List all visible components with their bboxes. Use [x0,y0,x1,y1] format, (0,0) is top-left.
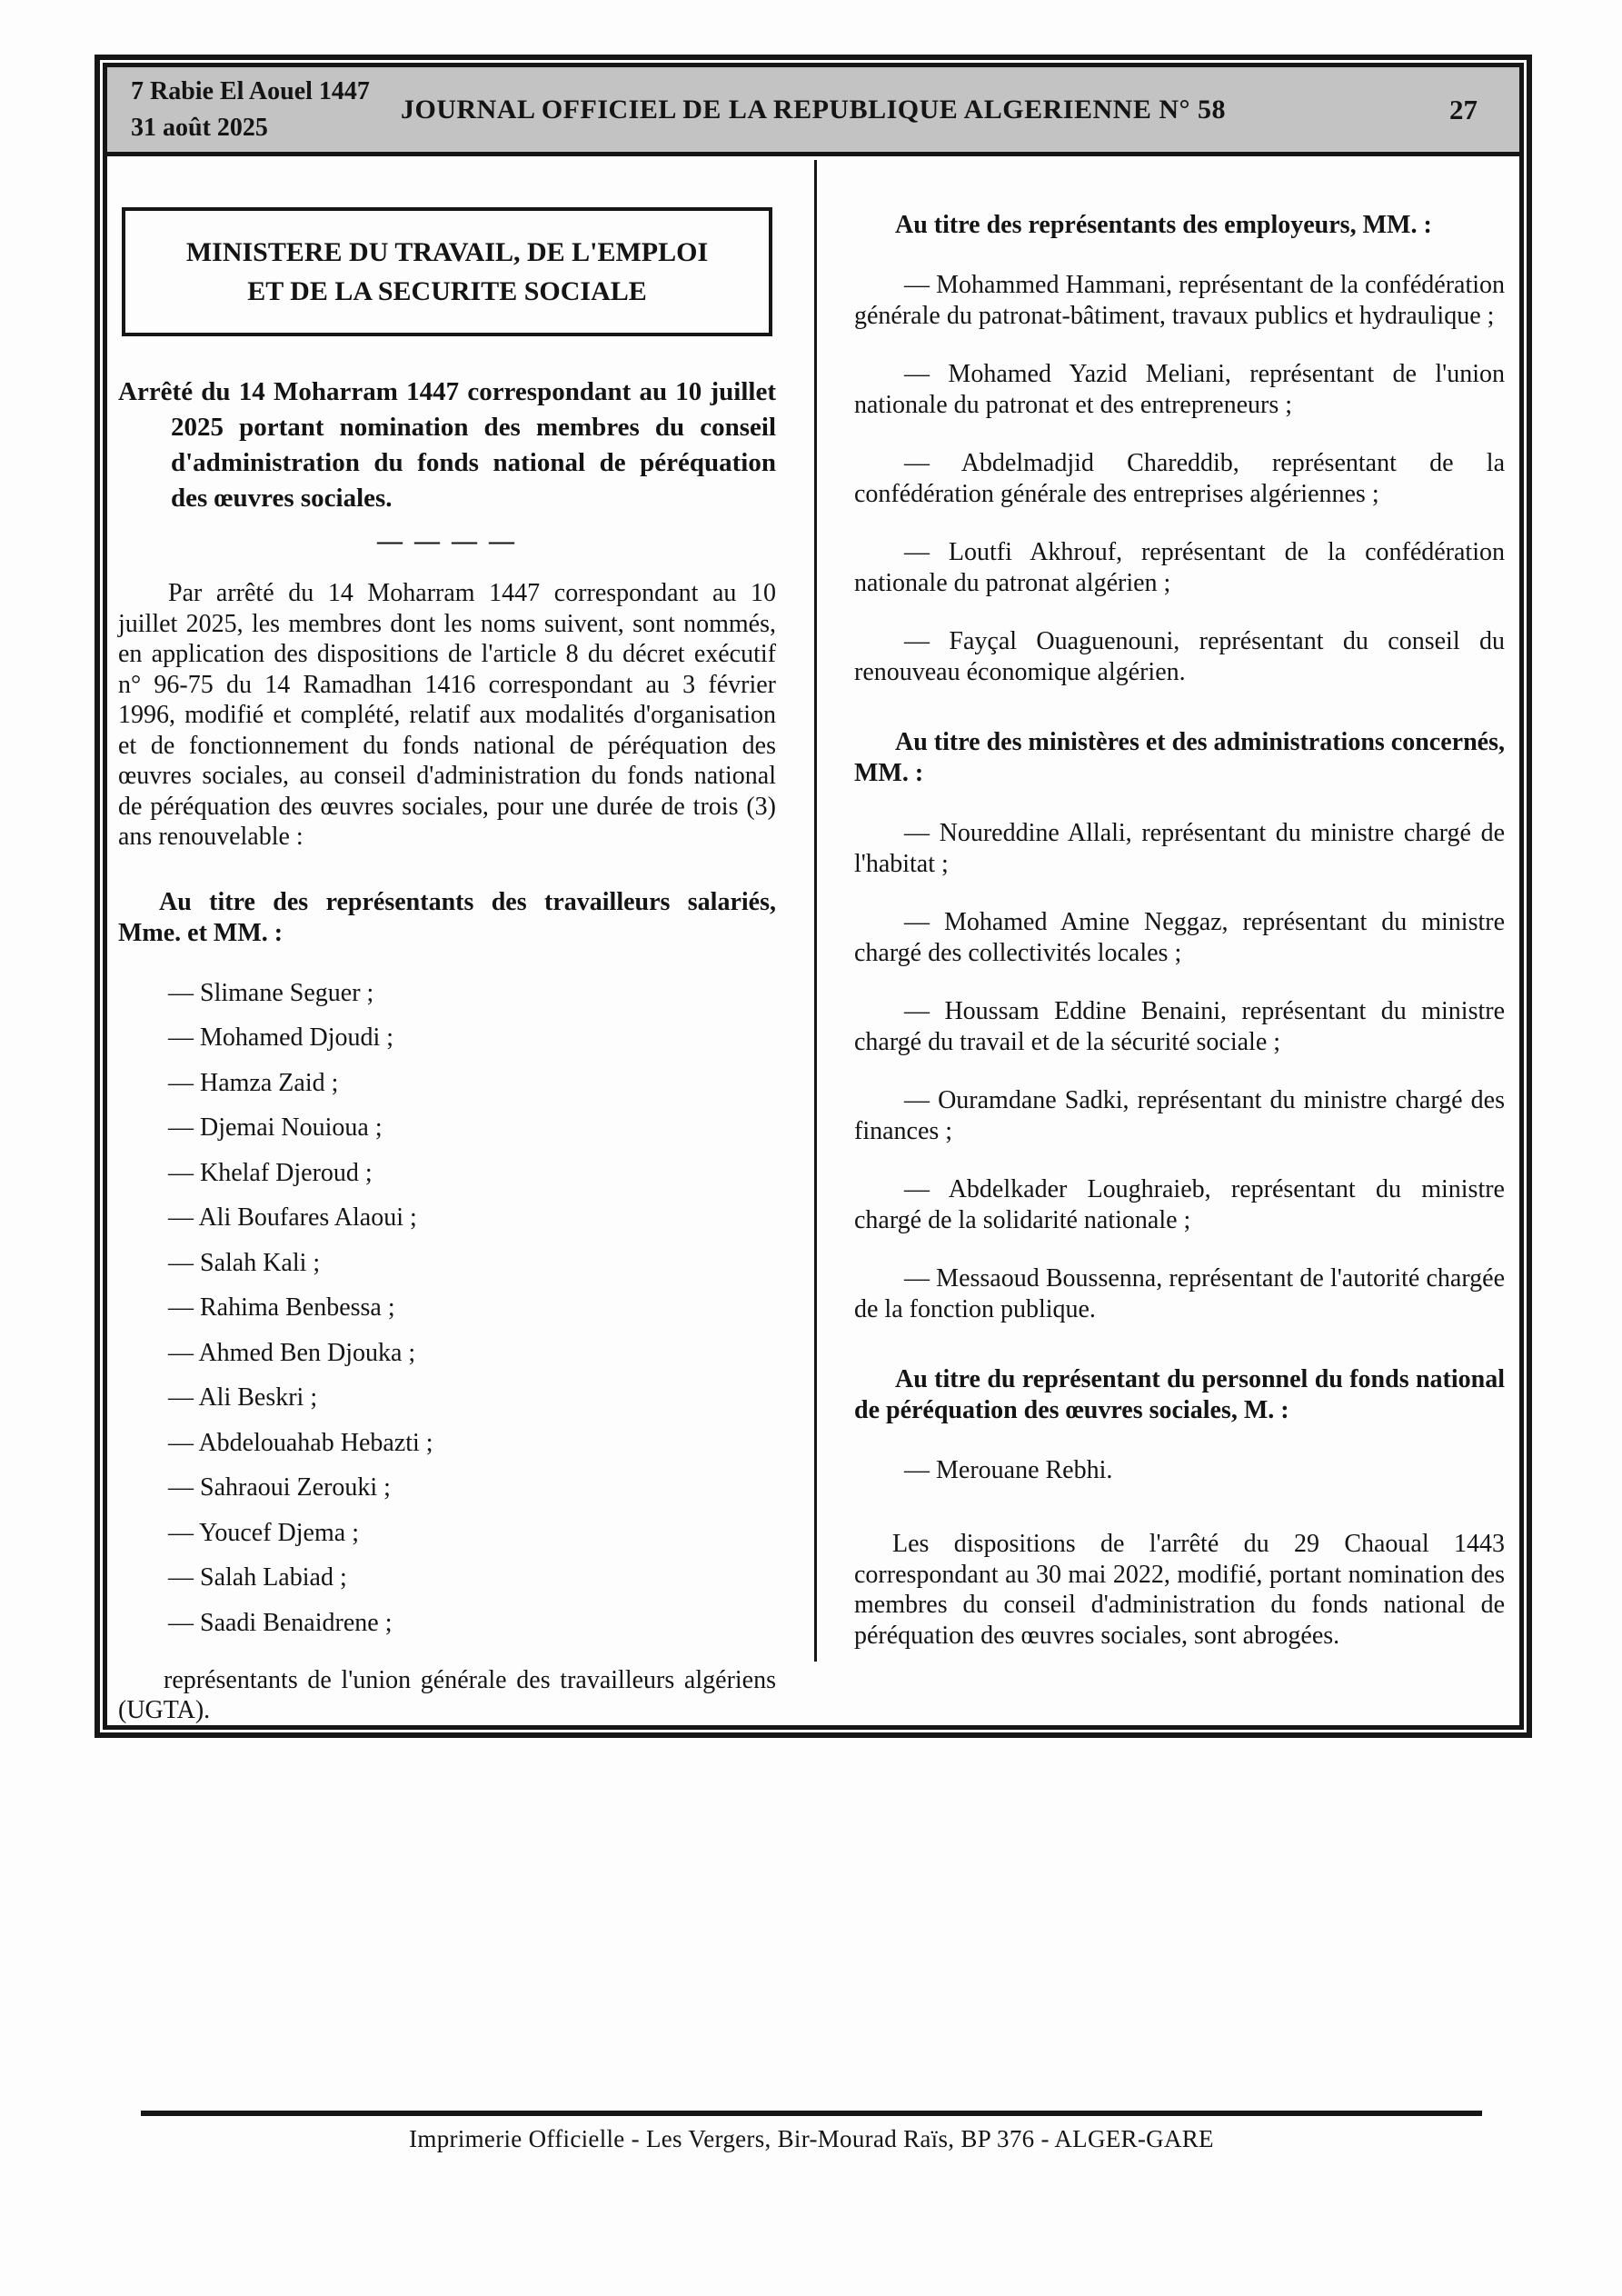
ministry-title-line2: ET DE LA SECURITE SOCIALE [247,276,647,306]
worker-item: — Djemai Nouioua ; [168,1113,383,1142]
ministry-title-box [122,207,772,336]
employer-item: — Loutfi Akhrouf, représentant de la confédération nationale du patronat algérien ; [854,538,1505,597]
employer-item: — Mohammed Hammani, représentant de la confédération générale du patronat-bâtiment, travaux publics et hydraulique ; [854,271,1505,330]
worker-item: — Hamza Zaid ; [168,1068,339,1097]
ministry-item: — Ouramdane Sadki, représentant du ministre chargé des finances ; [854,1086,1505,1145]
worker-item: — Ali Beskri ; [168,1383,318,1412]
page-frame-inner [103,63,1524,1730]
worker-item: — Salah Kali ; [168,1248,321,1277]
dash-separator: — — — — [377,527,517,555]
workers-heading: Au titre des représentants des travailleurs salariés, Mme. et MM. : [118,887,776,947]
worker-item: — Ahmed Ben Djouka ; [168,1338,416,1367]
worker-item: — Saadi Benaidrene ; [168,1608,393,1637]
footer-rule [141,2111,1482,2116]
right-column [854,156,1519,1651]
left-column [107,156,776,1726]
worker-item: — Abdelouahab Hebazti ; [168,1428,433,1457]
worker-item: — Mohamed Djoudi ; [168,1023,394,1052]
hijri-date: 7 Rabie El Aouel 1447 [131,76,370,105]
header-band [107,67,1519,156]
intro-paragraph: Par arrêté du 14 Moharram 1447 correspondant au 10 juillet 2025, les membres dont les noms suivent, sont nommés, en application des dispositions de l'article 8 du décret exécutif n° 96-75 du 14 Ramadhan 1416 correspondant au 3 février 1996, modifié et complété, relatif aux modalités d'organisation et de fonctionnement du fonds national de péréquation des œuvres sociales, au conseil d'administration du fonds national de péréquation des œuvres sociales, pour une durée de trois (3) ans renouvelable : [118,579,776,851]
ministries-heading: Au titre des ministères et des administrations concernés, MM. : [854,728,1505,787]
personnel-heading: Au titre du représentant du personnel du fonds national de péréquation des œuvres sociales, M. : [854,1365,1505,1424]
employer-item: — Mohamed Yazid Meliani, représentant de l'union nationale du patronat et des entrepreneurs ; [854,360,1505,419]
decree-title: Arrêté du 14 Moharram 1447 correspondant au 10 juillet 2025 portant nomination des membres du conseil d'administration du fonds national de péréquation des œuvres sociales. [118,377,776,513]
ministry-item: — Messaoud Boussenna, représentant de l'autorité chargée de la fonction publique. [854,1264,1505,1323]
worker-item: — Khelaf Djeroud ; [168,1158,373,1187]
ministry-item: — Houssam Eddine Benaini, représentant du ministre chargé du travail et de la sécurité sociale ; [854,997,1505,1056]
content-area [107,156,1519,1726]
workers-footer: représentants de l'union générale des travailleurs algériens (UGTA). [118,1665,776,1724]
employer-item: — Abdelmadjid Chareddib, représentant de la confédération générale des entreprises algériennes ; [854,449,1505,508]
worker-item: — Rahima Benbessa ; [168,1293,395,1322]
worker-item: — Salah Labiad ; [168,1563,347,1592]
ministry-title-line1: MINISTERE DU TRAVAIL, DE L'EMPLOI [185,237,709,267]
worker-item: — Ali Boufares Alaoui ; [168,1203,417,1232]
column-divider [776,156,854,1662]
worker-item: — Youcef Djema ; [168,1518,359,1547]
personnel-item: — Merouane Rebhi. [904,1456,1113,1484]
gregorian-date: 31 août 2025 [131,113,268,142]
employers-heading: Au titre des représentants des employeurs, MM. : [895,211,1432,239]
worker-item: — Slimane Seguer ; [168,978,374,1007]
page-frame [95,55,1532,1738]
employer-item: — Fayçal Ouaguenouni, représentant du conseil du renouveau économique algérien. [854,627,1505,686]
journal-title: JOURNAL OFFICIEL DE LA REPUBLIQUE ALGERIENNE N° 58 [401,94,1226,125]
footer-imprint: Imprimerie Officielle - Les Vergers, Bir-Mourad Raïs, BP 376 - ALGER-GARE [409,2125,1214,2152]
closing-paragraph: Les dispositions de l'arrêté du 29 Chaoual 1443 correspondant au 30 mai 2022, modifié, portant nomination des membres du conseil d'administration du fonds national de péréquation des œuvres sociales, sont abrogées. [854,1530,1505,1650]
worker-item: — Sahraoui Zerouki ; [168,1473,391,1502]
page-footer [141,2111,1482,2153]
ministry-item: — Noureddine Allali, représentant du ministre chargé de l'habitat ; [854,819,1505,878]
ministry-item: — Mohamed Amine Neggaz, représentant du ministre chargé des collectivités locales ; [854,908,1505,967]
ministry-item: — Abdelkader Loughraieb, représentant du ministre chargé de la solidarité nationale ; [854,1175,1505,1234]
column-divider-line [814,160,817,1662]
page-number: 27 [1449,93,1478,125]
header-dates [107,74,370,146]
